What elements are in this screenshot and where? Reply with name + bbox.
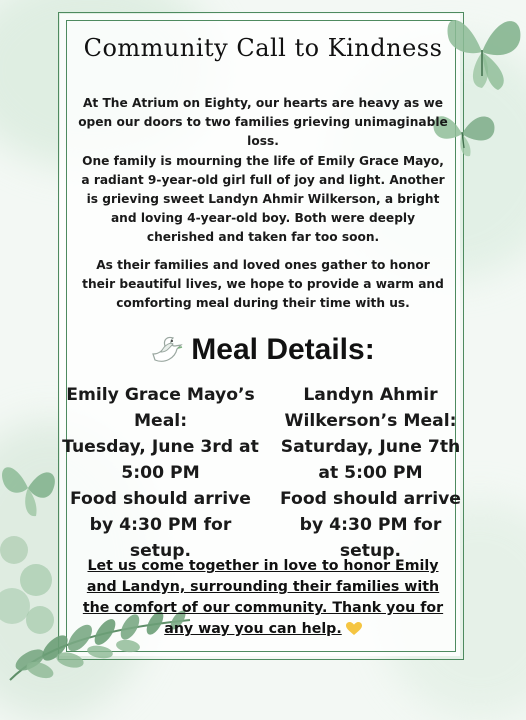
families-paragraph: One family is mourning the life of Emily Grace Mayo, a radiant 9-year-old girl full of joy and light. Another is grieving sweet Landyn Ahmir Wilkerson, a bright and loving 4-year-old boy. Both were deeply cherished and taken far too soon.: [81, 154, 445, 244]
dove-icon: [151, 336, 183, 366]
meal-date: Saturday, June 7th at 5:00 PM: [280, 437, 461, 483]
meal-arrival: Food should arrive by 4:30 PM for setup.: [280, 489, 461, 561]
purpose-paragraph: As their families and loved ones gather to honor their beautiful lives, we hope to provide a warm and comforting meal during their time with us.: [82, 258, 444, 310]
meal-name: Landyn Ahmir Wilkerson’s Meal:: [284, 385, 457, 431]
meal-heading: [0, 333, 526, 367]
meal-arrival: Food should arrive by 4:30 PM for setup.: [70, 489, 251, 561]
closing-paragraph: [80, 556, 446, 640]
meal-column-landyn: [268, 382, 473, 564]
yellow-heart-icon: [346, 622, 362, 636]
meal-date: Tuesday, June 3rd at 5:00 PM: [62, 437, 259, 483]
meal-column-emily: [58, 382, 263, 564]
page-title: Community Call to Kindness: [83, 34, 443, 62]
meal-heading-text: Meal Details:: [191, 333, 375, 366]
meal-name: Emily Grace Mayo’s Meal:: [66, 385, 255, 431]
intro-paragraph: At The Atrium on Eighty, our hearts are heavy as we open our doors to two families grieving unimaginable loss.: [78, 96, 448, 148]
closing-text: Let us come together in love to honor Emily and Landyn, surrounding their families with the comfort of our community. Thank you for any way you can help.: [82, 558, 444, 637]
